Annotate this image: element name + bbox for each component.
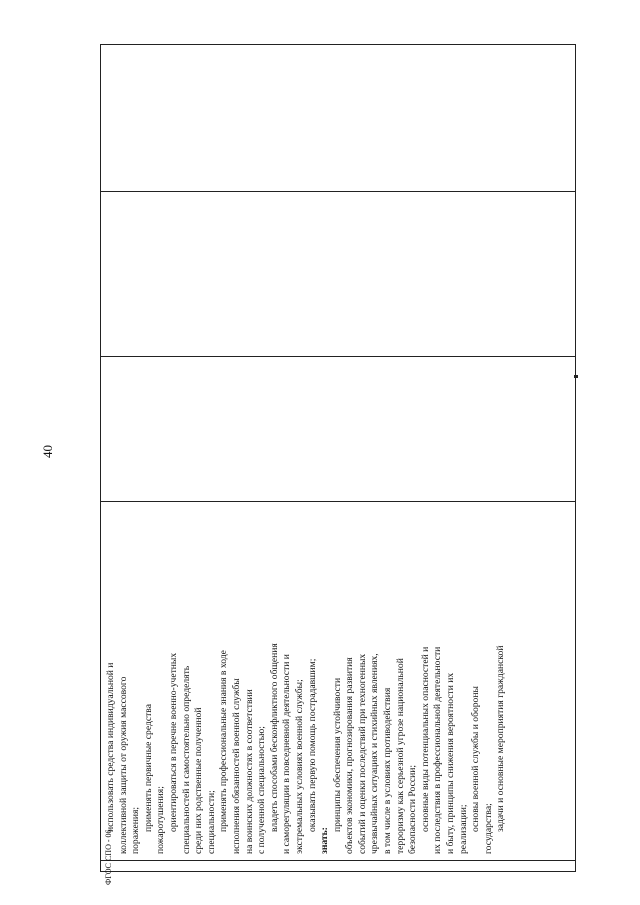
- table-column-code: [101, 860, 575, 871]
- margin-mark: [574, 375, 578, 378]
- text-line: коллективной защиты от оружия массового: [117, 676, 129, 855]
- text-line: поражения;: [130, 806, 142, 855]
- text-line: основные виды потенциальных опасностей и: [419, 646, 431, 833]
- text-line: экстремальных условиях военной службы;: [293, 679, 305, 855]
- text-line: исполнения обязанностей военной службы: [230, 678, 242, 855]
- text-line: государства;: [482, 803, 494, 855]
- text-line: использовать средства индивидуальной и: [105, 662, 116, 833]
- text-line: оказывать первую помощь пострадавшим;: [306, 658, 318, 833]
- text-line: знать:: [319, 827, 331, 855]
- text-line: чрезвычайных ситуациях и стихийных явлениях,: [369, 653, 381, 855]
- text-line: реализации;: [457, 804, 469, 855]
- text-line: специальности;: [205, 790, 217, 855]
- text-line: основы военной службы и обороны: [470, 686, 482, 833]
- page-number: 40: [40, 445, 55, 458]
- table-column-empty-2: [101, 191, 575, 357]
- requirements-table: [100, 44, 576, 872]
- text-line: и саморегуляции в повседневной деятельности и: [281, 654, 293, 855]
- footer-label: ФГОС СПО - 06: [104, 829, 113, 885]
- text-line: среди них родственные полученной: [193, 707, 205, 855]
- text-line: применять первичные средства: [142, 704, 154, 833]
- text-line: объектов экономики, прогнозирования развития: [344, 657, 356, 855]
- table-column-empty-1: [101, 356, 575, 501]
- text-line: на воинских должностях в соответствии: [243, 689, 255, 855]
- text-line: событий и оценки последствий при техногенных: [356, 653, 368, 855]
- text-line: владеть способами бесконфликтного общения: [268, 643, 280, 833]
- text-line: пожаротушения;: [155, 786, 167, 855]
- text-line: принципы обеспечения устойчивости: [331, 677, 343, 833]
- text-line: их последствия в профессиональной деятельности: [432, 646, 444, 855]
- text-line: терроризму как серьезной угрозе национальной: [394, 658, 406, 855]
- table-column-requirements: [101, 501, 575, 860]
- table-column-empty-3: [101, 45, 575, 191]
- text-line: в том числе в условиях противодействия: [382, 687, 394, 855]
- text-line: и быту, принципы снижения вероятности их: [445, 672, 457, 855]
- text-line: безопасности России;: [407, 764, 419, 855]
- text-line: задачи и основные мероприятия гражданской: [495, 645, 507, 833]
- text-line: с полученной специальностью;: [256, 726, 268, 855]
- text-line: применять профессиональные знания в ходе: [218, 650, 230, 833]
- text-line: ориентироваться в перечне военно-учетных: [167, 652, 179, 833]
- text-line: специальностей и самостоятельно определять: [180, 665, 192, 855]
